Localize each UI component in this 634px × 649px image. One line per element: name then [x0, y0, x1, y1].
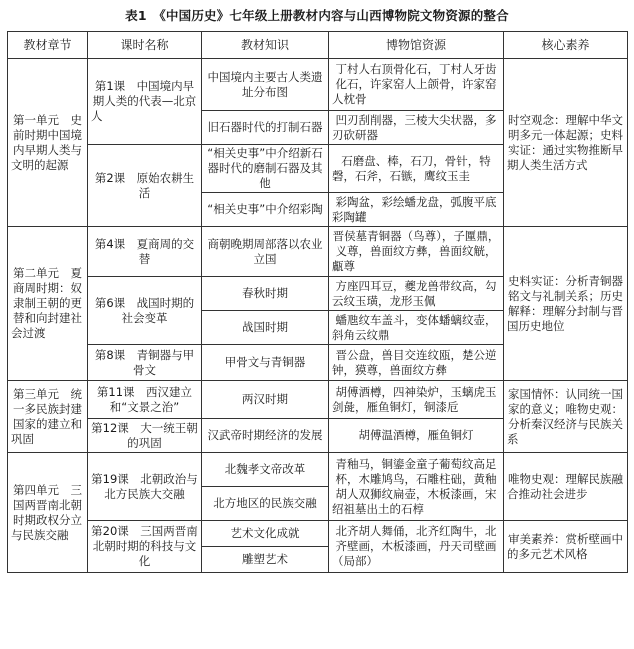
header-chapter: 教材章节 [8, 32, 88, 59]
resources-cell: 凹刃刮削器，三棱大尖状器，多刃砍研器 [329, 111, 504, 145]
header-row [8, 32, 628, 59]
header-resources: 博物馆资源 [329, 32, 504, 59]
resources-cell: 胡傅酒樽，四神染炉，玉螭虎玉剑彘，雁鱼铜灯，铜漆卮 [329, 381, 504, 419]
resources-cell: 胡傅温酒樽，雁鱼铜灯 [329, 419, 504, 453]
resources-cell: 彩陶盆，彩绘蟠龙盘，弧腹平底彩陶罐 [329, 193, 504, 227]
lesson-cell: 第2课 原始农耕生活 [88, 145, 202, 227]
lesson-cell: 第6课 战国时期的社会变革 [88, 277, 202, 345]
knowledge-cell: “相关史事”中介绍彩陶 [202, 193, 329, 227]
resources-cell: 北齐胡人舞俑，北齐红陶牛，北齐壁画，木板漆画，丹天司壁画（局部） [329, 521, 504, 573]
content-table [7, 31, 628, 573]
knowledge-cell: 春秋时期 [202, 277, 329, 311]
table-caption: 表1 《中国历史》七年级上册教材内容与山西博物院文物资源的整合 [125, 8, 509, 23]
table-row [8, 453, 628, 487]
lesson-cell: 第19课 北朝政治与北方民族大交融 [88, 453, 202, 521]
resources-cell: 青釉马，铜鎏金童子葡萄纹高足杯，木雕鸠鸟，石雕柱础，黄釉胡人双狮纹扁壶，木板漆画，宋绍祖墓出土的石椁 [329, 453, 504, 521]
header-knowledge: 教材知识 [202, 32, 329, 59]
lesson-cell: 第11课 西汉建立和“文景之治” [88, 381, 202, 419]
table-row [8, 521, 628, 547]
unit-cell: 第三单元 统一多民族封建国家的建立和巩固 [8, 381, 88, 453]
unit-cell: 第四单元 三国两晋南北朝时期政权分立与民族交融 [8, 453, 88, 573]
resources-cell: 方座四耳豆，夔龙兽带纹高，勾云纹玉璜，龙形玉佩 [329, 277, 504, 311]
table-row [8, 59, 628, 111]
header-core: 核心素养 [504, 32, 628, 59]
resources-cell: 石磨盘、棒，石刀，骨针，特磬，石斧，石镞，鹰纹玉圭 [329, 145, 504, 193]
knowledge-cell: 战国时期 [202, 311, 329, 345]
core-cell: 家国情怀：认同统一国家的意义；唯物史观：分析秦汉经济与民族关系 [504, 381, 628, 453]
unit-cell: 第一单元 史前时期中国境内早期人类与文明的起源 [8, 59, 88, 227]
unit-cell: 第二单元 夏商周时期：奴隶制王朝的更替和向封建社会过渡 [8, 227, 88, 381]
core-cell: 时空观念：理解中华文明多元一体起源；史料实证：通过实物推断早期人类生活方式 [504, 59, 628, 227]
lesson-cell: 第1课 中国境内早期人类的代表—北京人 [88, 59, 202, 145]
knowledge-cell: 北魏孝文帝改革 [202, 453, 329, 487]
core-cell: 审美素养：赏析壁画中的多元艺术风格 [504, 521, 628, 573]
resources-cell: 蟠虺纹车盖斗，变体蟠螭纹壶，斜角云纹鼎 [329, 311, 504, 345]
knowledge-cell: 旧石器时代的打制石器 [202, 111, 329, 145]
core-cell: 唯物史观：理解民族融合推动社会进步 [504, 453, 628, 521]
core-cell: 史料实证：分析青铜器铭文与礼制关系；历史解释：理解分封制与晋国历史地位 [504, 227, 628, 381]
knowledge-cell: “相关史事”中介绍新石器时代的磨制石器及其他 [202, 145, 329, 193]
knowledge-cell: 汉武帝时期经济的发展 [202, 419, 329, 453]
knowledge-cell: 中国境内主要古人类遗址分布图 [202, 59, 329, 111]
resources-cell: 晋公盘，兽目交连纹瓯，楚公逆钟，獏尊，兽面纹方彝 [329, 345, 504, 381]
knowledge-cell: 甲骨文与青铜器 [202, 345, 329, 381]
lesson-cell: 第20课 三国两晋南北朝时期的科技与文化 [88, 521, 202, 573]
knowledge-cell: 雕塑艺术 [202, 547, 329, 573]
knowledge-cell: 两汉时期 [202, 381, 329, 419]
resources-cell: 丁村人右顶骨化石，丁村人牙齿化石，许家窑人上颌骨，许家窑人枕骨 [329, 59, 504, 111]
table-row [8, 381, 628, 419]
knowledge-cell: 商朝晚期周部落以农业立国 [202, 227, 329, 277]
knowledge-cell: 北方地区的民族交融 [202, 487, 329, 521]
lesson-cell: 第4课 夏商周的交替 [88, 227, 202, 277]
lesson-cell: 第8课 青铜器与甲骨文 [88, 345, 202, 381]
lesson-cell: 第12课 大一统王朝的巩固 [88, 419, 202, 453]
table-row [8, 227, 628, 277]
header-lesson: 课时名称 [88, 32, 202, 59]
resources-cell: 晋侯墓青铜器（鸟尊），子匰鼎，义尊，兽面纹方彝，兽面纹觥，甗尊 [329, 227, 504, 277]
knowledge-cell: 艺术文化成就 [202, 521, 329, 547]
